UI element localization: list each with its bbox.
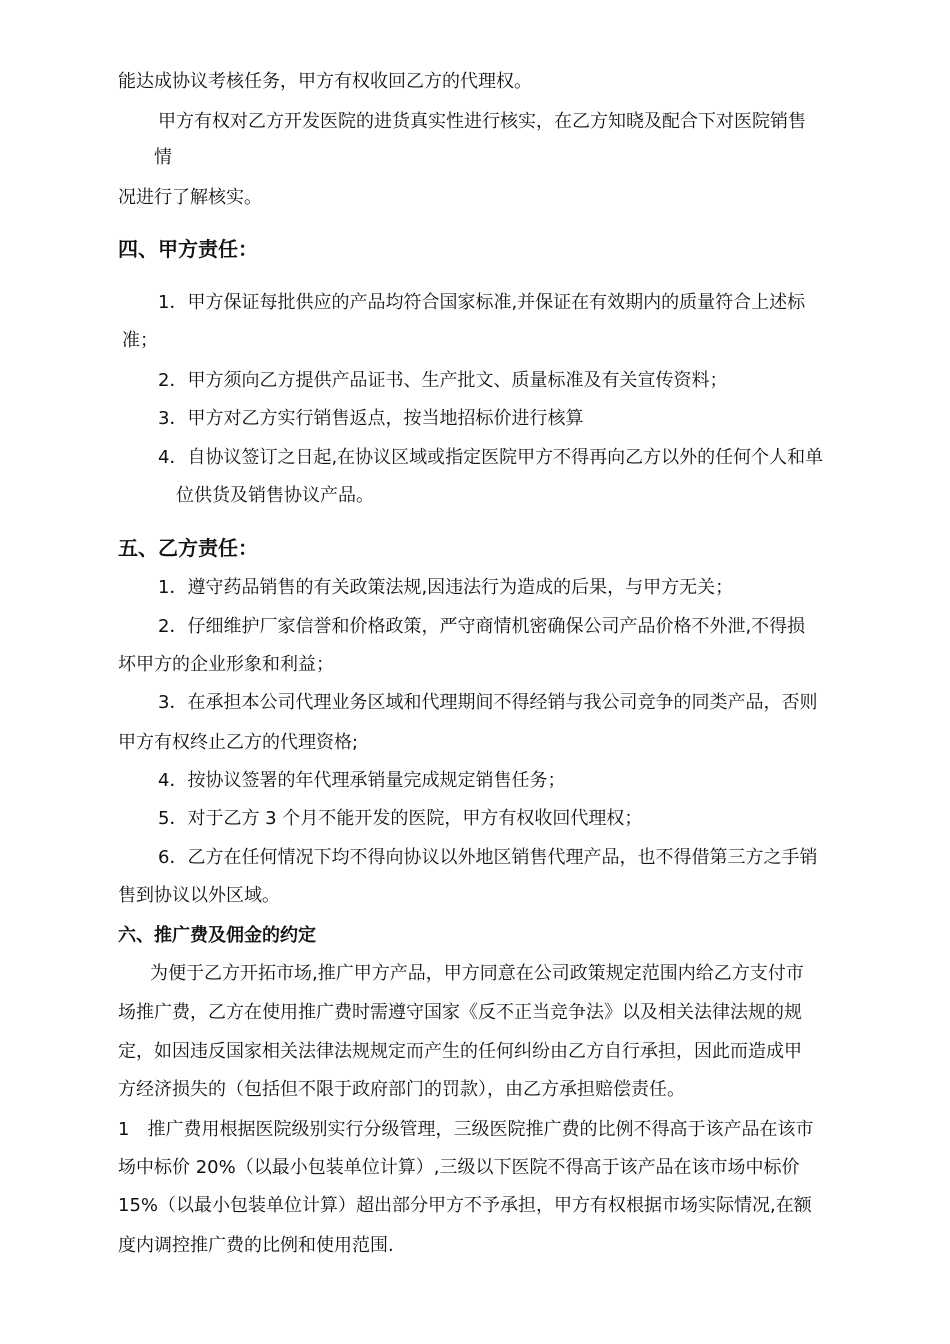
list-item: 4．按协议签署的年代理承销量完成规定销售任务；: [158, 770, 566, 791]
list-item-continuation: 甲方有权终止乙方的代理资格;: [118, 732, 359, 753]
list-item-continuation: 准；: [122, 330, 158, 351]
list-item-continuation: 售到协议以外区域。: [118, 885, 280, 906]
section-heading: 五、乙方责任：: [118, 536, 258, 560]
paragraph-line: 15%（以最小包装单位计算）超出部分甲方不予承担，甲方有权根据市场实际情况,在额: [118, 1195, 812, 1216]
paragraph-line: 场推广费，乙方在使用推广费时需遵守国家《反不正当竞争法》以及相关法律法规的规: [118, 1002, 802, 1023]
list-item: 1．甲方保证每批供应的产品均符合国家标准,并保证在有效期内的质量符合上述标: [158, 292, 806, 313]
paragraph-line: 定，如因违反国家相关法律法规规定而产生的任何纠纷由乙方自行承担，因此而造成甲: [118, 1041, 802, 1062]
list-item: 1．遵守药品销售的有关政策法规,因违法行为造成的后果，与甲方无关；: [158, 577, 734, 598]
list-item-continuation: 位供货及销售协议产品。: [176, 485, 374, 506]
list-item: 3．甲方对乙方实行销售返点，按当地招标价进行核算: [158, 408, 584, 429]
list-item: 4．自协议签订之日起,在协议区域或指定医院甲方不得再向乙方以外的任何个人和单: [158, 447, 824, 468]
list-item: 2．甲方须向乙方提供产品证书、生产批文、质量标准及有关宣传资料；: [158, 370, 728, 391]
paragraph-line: 情: [154, 147, 172, 168]
paragraph-line: 况进行了解核实。: [118, 187, 262, 208]
paragraph-line: 1 推广费用根据医院级别实行分级管理，三级医院推广费的比例不得高于该产品在该市: [118, 1119, 814, 1140]
list-item-continuation: 坏甲方的企业形象和利益；: [118, 654, 334, 675]
list-item: 3．在承担本公司代理业务区域和代理期间不得经销与我公司竞争的同类产品，否则: [158, 692, 818, 713]
paragraph-line: 甲方有权对乙方开发医院的进货真实性进行核实，在乙方知晓及配合下对医院销售: [158, 111, 806, 132]
paragraph-line: 方经济损失的（包括但不限于政府部门的罚款），由乙方承担赔偿责任。: [118, 1079, 685, 1100]
list-item: 6．乙方在任何情况下均不得向协议以外地区销售代理产品，也不得借第三方之手销: [158, 847, 818, 868]
section-heading: 六、推广费及佣金的约定: [118, 925, 316, 946]
paragraph-line: 能达成协议考核任务，甲方有权收回乙方的代理权。: [118, 71, 532, 92]
section-heading: 四、甲方责任：: [118, 237, 258, 261]
paragraph-line: 为便于乙方开拓市场,推广甲方产品，甲方同意在公司政策规定范围内给乙方支付市: [150, 963, 804, 984]
list-item: 2．仔细维护厂家信誉和价格政策，严守商情机密确保公司产品价格不外泄,不得损: [158, 616, 806, 637]
paragraph-line: 度内调控推广费的比例和使用范围.: [118, 1235, 394, 1256]
list-item: 5．对于乙方 3 个月不能开发的医院，甲方有权收回代理权；: [158, 808, 643, 829]
paragraph-line: 场中标价 20%（以最小包装单位计算）,三级以下医院不得高于该产品在该市场中标价: [118, 1157, 800, 1178]
